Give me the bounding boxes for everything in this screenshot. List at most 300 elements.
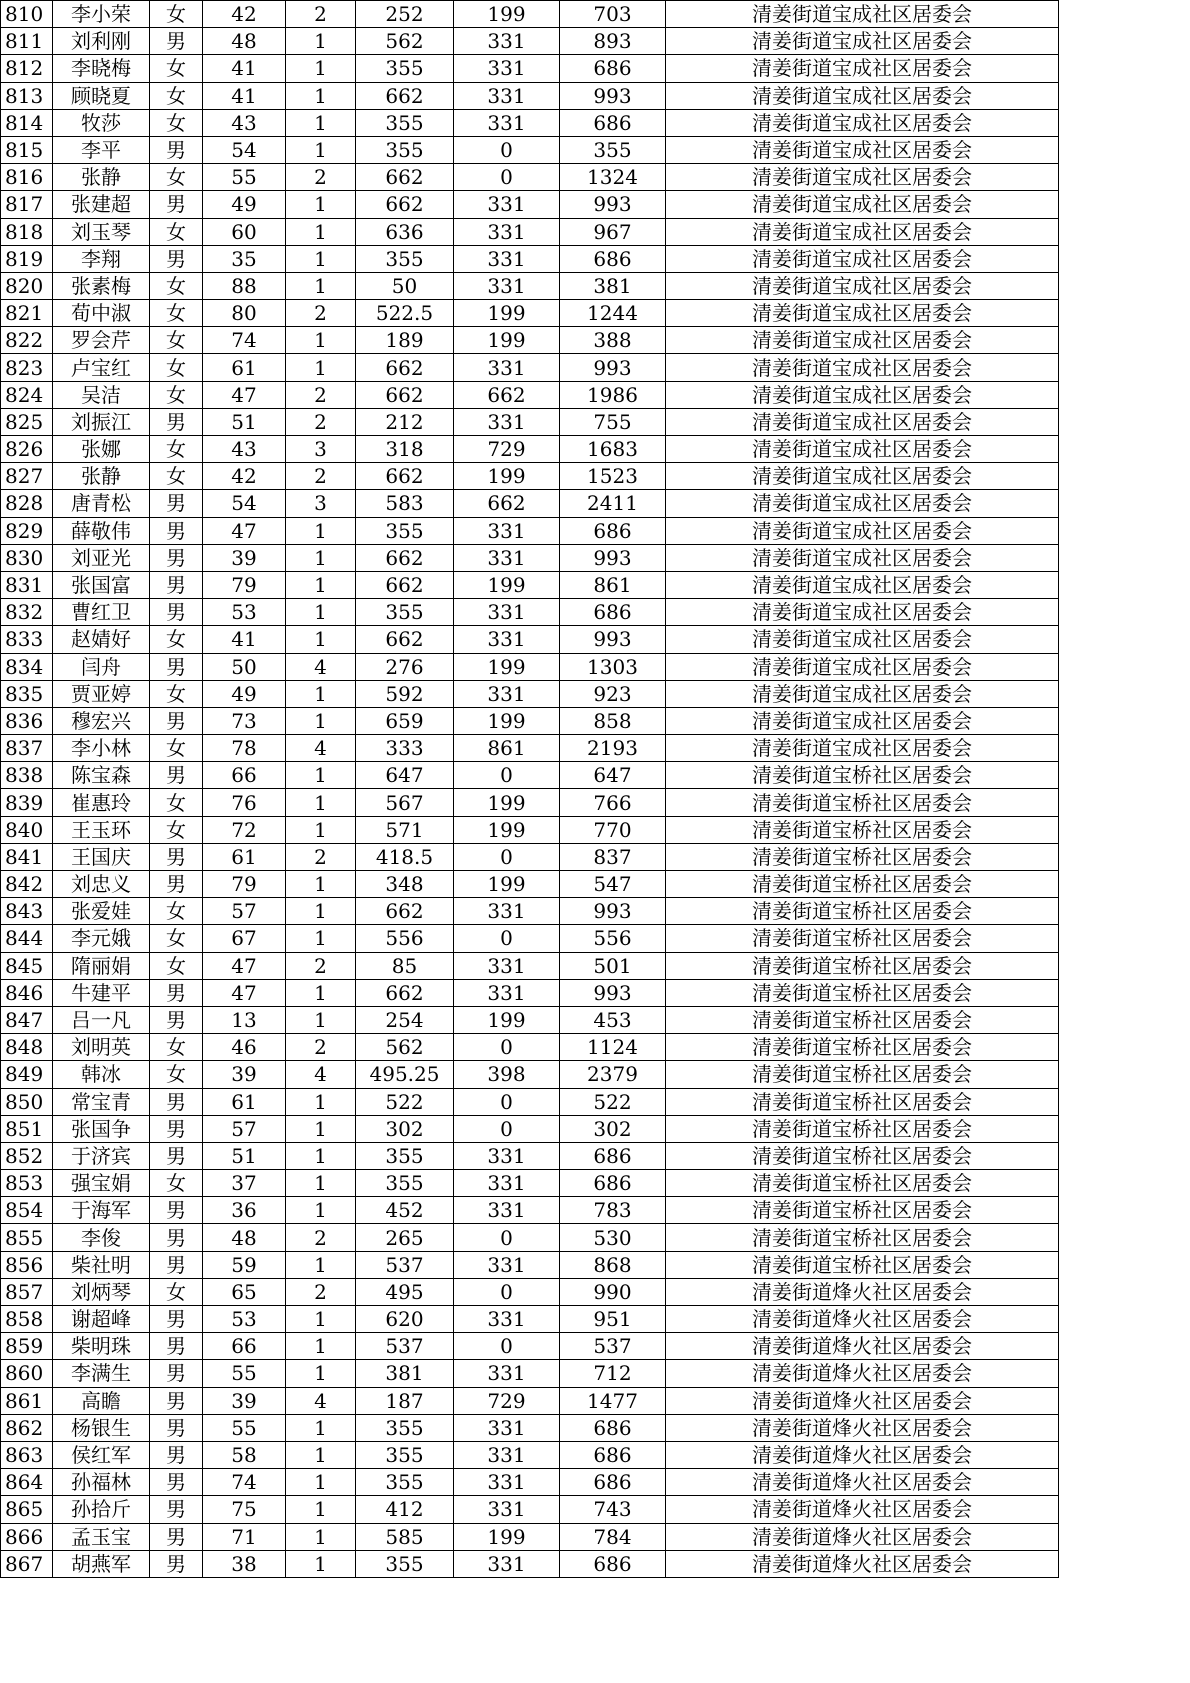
total-amount-cell: 1986 <box>560 381 666 408</box>
row-number-cell: 861 <box>1 1387 53 1414</box>
table-row <box>1 381 1059 408</box>
table-row <box>1 1251 1059 1278</box>
name-cell: 张爱娃 <box>53 898 150 925</box>
gender-cell: 男 <box>150 490 203 517</box>
community-cell: 清姜街道宝成社区居委会 <box>666 272 1059 299</box>
amount-b-cell: 331 <box>454 109 560 136</box>
name-cell: 刘利刚 <box>53 28 150 55</box>
name-cell: 张建超 <box>53 191 150 218</box>
community-cell: 清姜街道宝桥社区居委会 <box>666 979 1059 1006</box>
total-amount-cell: 501 <box>560 952 666 979</box>
amount-a-cell: 636 <box>356 218 454 245</box>
total-amount-cell: 547 <box>560 871 666 898</box>
total-amount-cell: 784 <box>560 1523 666 1550</box>
amount-a-cell: 254 <box>356 1006 454 1033</box>
amount-b-cell: 331 <box>454 1170 560 1197</box>
community-cell: 清姜街道宝成社区居委会 <box>666 109 1059 136</box>
household-size-cell: 1 <box>286 789 356 816</box>
total-amount-cell: 1244 <box>560 300 666 327</box>
name-cell: 李小林 <box>53 735 150 762</box>
row-number-cell: 837 <box>1 735 53 762</box>
table-row <box>1 1278 1059 1305</box>
row-number-cell: 865 <box>1 1496 53 1523</box>
community-cell: 清姜街道宝桥社区居委会 <box>666 952 1059 979</box>
community-cell: 清姜街道宝桥社区居委会 <box>666 1115 1059 1142</box>
community-cell: 清姜街道烽火社区居委会 <box>666 1441 1059 1468</box>
amount-a-cell: 276 <box>356 653 454 680</box>
table-row <box>1 1496 1059 1523</box>
amount-a-cell: 355 <box>356 1414 454 1441</box>
table-row <box>1 408 1059 435</box>
row-number-cell: 857 <box>1 1278 53 1305</box>
row-number-cell: 854 <box>1 1197 53 1224</box>
age-cell: 49 <box>203 680 286 707</box>
gender-cell: 女 <box>150 218 203 245</box>
community-cell: 清姜街道宝成社区居委会 <box>666 463 1059 490</box>
amount-a-cell: 189 <box>356 327 454 354</box>
household-size-cell: 4 <box>286 1387 356 1414</box>
amount-b-cell: 331 <box>454 1469 560 1496</box>
name-cell: 孟玉宝 <box>53 1523 150 1550</box>
table-row <box>1 354 1059 381</box>
gender-cell: 女 <box>150 898 203 925</box>
community-cell: 清姜街道宝成社区居委会 <box>666 381 1059 408</box>
name-cell: 谢超峰 <box>53 1306 150 1333</box>
amount-b-cell: 0 <box>454 925 560 952</box>
table-row <box>1 544 1059 571</box>
amount-b-cell: 331 <box>454 354 560 381</box>
community-cell: 清姜街道烽火社区居委会 <box>666 1469 1059 1496</box>
age-cell: 51 <box>203 1142 286 1169</box>
total-amount-cell: 355 <box>560 136 666 163</box>
total-amount-cell: 302 <box>560 1115 666 1142</box>
row-number-cell: 842 <box>1 871 53 898</box>
row-number-cell: 864 <box>1 1469 53 1496</box>
name-cell: 侯红军 <box>53 1441 150 1468</box>
name-cell: 荀中淑 <box>53 300 150 327</box>
table-row <box>1 735 1059 762</box>
gender-cell: 男 <box>150 28 203 55</box>
age-cell: 76 <box>203 789 286 816</box>
age-cell: 53 <box>203 1306 286 1333</box>
amount-b-cell: 331 <box>454 1251 560 1278</box>
table-row <box>1 1197 1059 1224</box>
name-cell: 王国庆 <box>53 843 150 870</box>
row-number-cell: 814 <box>1 109 53 136</box>
table-row <box>1 1034 1059 1061</box>
household-size-cell: 1 <box>286 327 356 354</box>
community-cell: 清姜街道宝桥社区居委会 <box>666 1251 1059 1278</box>
age-cell: 38 <box>203 1550 286 1577</box>
amount-a-cell: 355 <box>356 599 454 626</box>
name-cell: 胡燕军 <box>53 1550 150 1577</box>
amount-a-cell: 562 <box>356 28 454 55</box>
household-size-cell: 1 <box>286 272 356 299</box>
gender-cell: 女 <box>150 1278 203 1305</box>
community-cell: 清姜街道宝桥社区居委会 <box>666 1224 1059 1251</box>
total-amount-cell: 993 <box>560 354 666 381</box>
amount-b-cell: 199 <box>454 571 560 598</box>
community-cell: 清姜街道宝成社区居委会 <box>666 1 1059 28</box>
amount-b-cell: 331 <box>454 1550 560 1577</box>
amount-a-cell: 212 <box>356 408 454 435</box>
amount-b-cell: 199 <box>454 871 560 898</box>
name-cell: 唐青松 <box>53 490 150 517</box>
gender-cell: 男 <box>150 136 203 163</box>
amount-b-cell: 861 <box>454 735 560 762</box>
total-amount-cell: 647 <box>560 762 666 789</box>
amount-a-cell: 583 <box>356 490 454 517</box>
total-amount-cell: 522 <box>560 1088 666 1115</box>
amount-b-cell: 331 <box>454 599 560 626</box>
total-amount-cell: 712 <box>560 1360 666 1387</box>
gender-cell: 女 <box>150 1034 203 1061</box>
amount-b-cell: 331 <box>454 1197 560 1224</box>
community-cell: 清姜街道烽火社区居委会 <box>666 1550 1059 1577</box>
gender-cell: 女 <box>150 680 203 707</box>
amount-a-cell: 355 <box>356 109 454 136</box>
amount-a-cell: 333 <box>356 735 454 762</box>
age-cell: 66 <box>203 762 286 789</box>
total-amount-cell: 530 <box>560 1224 666 1251</box>
gender-cell: 男 <box>150 979 203 1006</box>
row-number-cell: 840 <box>1 816 53 843</box>
household-size-cell: 2 <box>286 1034 356 1061</box>
household-size-cell: 1 <box>286 1523 356 1550</box>
row-number-cell: 831 <box>1 571 53 598</box>
amount-b-cell: 331 <box>454 1306 560 1333</box>
table-row <box>1 327 1059 354</box>
total-amount-cell: 993 <box>560 544 666 571</box>
row-number-cell: 838 <box>1 762 53 789</box>
household-size-cell: 2 <box>286 1278 356 1305</box>
name-cell: 曹红卫 <box>53 599 150 626</box>
age-cell: 57 <box>203 1115 286 1142</box>
name-cell: 于海军 <box>53 1197 150 1224</box>
table-row <box>1 1061 1059 1088</box>
gender-cell: 男 <box>150 1333 203 1360</box>
household-size-cell: 1 <box>286 1333 356 1360</box>
row-number-cell: 866 <box>1 1523 53 1550</box>
amount-b-cell: 331 <box>454 1142 560 1169</box>
total-amount-cell: 686 <box>560 1441 666 1468</box>
community-cell: 清姜街道宝桥社区居委会 <box>666 1088 1059 1115</box>
total-amount-cell: 2193 <box>560 735 666 762</box>
total-amount-cell: 861 <box>560 571 666 598</box>
age-cell: 71 <box>203 1523 286 1550</box>
gender-cell: 男 <box>150 1088 203 1115</box>
household-size-cell: 1 <box>286 136 356 163</box>
row-number-cell: 810 <box>1 1 53 28</box>
amount-a-cell: 355 <box>356 1142 454 1169</box>
name-cell: 柴社明 <box>53 1251 150 1278</box>
name-cell: 孙拾斤 <box>53 1496 150 1523</box>
row-number-cell: 821 <box>1 300 53 327</box>
amount-b-cell: 331 <box>454 55 560 82</box>
community-cell: 清姜街道宝桥社区居委会 <box>666 898 1059 925</box>
household-size-cell: 2 <box>286 1 356 28</box>
household-size-cell: 1 <box>286 82 356 109</box>
amount-b-cell: 199 <box>454 1006 560 1033</box>
table-row <box>1 789 1059 816</box>
row-number-cell: 855 <box>1 1224 53 1251</box>
age-cell: 41 <box>203 82 286 109</box>
gender-cell: 男 <box>150 599 203 626</box>
age-cell: 51 <box>203 408 286 435</box>
amount-a-cell: 567 <box>356 789 454 816</box>
community-cell: 清姜街道宝成社区居委会 <box>666 300 1059 327</box>
row-number-cell: 845 <box>1 952 53 979</box>
amount-a-cell: 495.25 <box>356 1061 454 1088</box>
gender-cell: 男 <box>150 762 203 789</box>
age-cell: 88 <box>203 272 286 299</box>
total-amount-cell: 1683 <box>560 436 666 463</box>
row-number-cell: 811 <box>1 28 53 55</box>
community-cell: 清姜街道宝成社区居委会 <box>666 28 1059 55</box>
row-number-cell: 860 <box>1 1360 53 1387</box>
amount-a-cell: 522 <box>356 1088 454 1115</box>
table-row <box>1 571 1059 598</box>
total-amount-cell: 993 <box>560 979 666 1006</box>
household-size-cell: 1 <box>286 871 356 898</box>
household-size-cell: 1 <box>286 1441 356 1468</box>
age-cell: 37 <box>203 1170 286 1197</box>
row-number-cell: 832 <box>1 599 53 626</box>
row-number-cell: 830 <box>1 544 53 571</box>
community-cell: 清姜街道宝成社区居委会 <box>666 55 1059 82</box>
name-cell: 高瞻 <box>53 1387 150 1414</box>
household-size-cell: 3 <box>286 490 356 517</box>
community-cell: 清姜街道烽火社区居委会 <box>666 1278 1059 1305</box>
row-number-cell: 853 <box>1 1170 53 1197</box>
table-row <box>1 1360 1059 1387</box>
name-cell: 强宝娟 <box>53 1170 150 1197</box>
age-cell: 39 <box>203 1387 286 1414</box>
amount-a-cell: 522.5 <box>356 300 454 327</box>
community-cell: 清姜街道宝桥社区居委会 <box>666 816 1059 843</box>
community-cell: 清姜街道烽火社区居委会 <box>666 1387 1059 1414</box>
amount-a-cell: 537 <box>356 1251 454 1278</box>
amount-b-cell: 0 <box>454 136 560 163</box>
household-size-cell: 1 <box>286 1306 356 1333</box>
gender-cell: 男 <box>150 191 203 218</box>
total-amount-cell: 967 <box>560 218 666 245</box>
name-cell: 李晓梅 <box>53 55 150 82</box>
table-row <box>1 871 1059 898</box>
name-cell: 牧莎 <box>53 109 150 136</box>
amount-b-cell: 331 <box>454 626 560 653</box>
community-cell: 清姜街道宝桥社区居委会 <box>666 843 1059 870</box>
amount-b-cell: 0 <box>454 1088 560 1115</box>
community-cell: 清姜街道宝桥社区居委会 <box>666 925 1059 952</box>
gender-cell: 男 <box>150 408 203 435</box>
name-cell: 隋丽娟 <box>53 952 150 979</box>
household-size-cell: 1 <box>286 517 356 544</box>
household-size-cell: 1 <box>286 1170 356 1197</box>
amount-b-cell: 0 <box>454 1333 560 1360</box>
row-number-cell: 826 <box>1 436 53 463</box>
age-cell: 60 <box>203 218 286 245</box>
amount-b-cell: 0 <box>454 843 560 870</box>
community-cell: 清姜街道烽火社区居委会 <box>666 1523 1059 1550</box>
row-number-cell: 856 <box>1 1251 53 1278</box>
table-row <box>1 245 1059 272</box>
row-number-cell: 839 <box>1 789 53 816</box>
community-cell: 清姜街道宝桥社区居委会 <box>666 762 1059 789</box>
table-row <box>1 1306 1059 1333</box>
name-cell: 刘亚光 <box>53 544 150 571</box>
community-cell: 清姜街道宝成社区居委会 <box>666 218 1059 245</box>
household-size-cell: 1 <box>286 218 356 245</box>
amount-a-cell: 265 <box>356 1224 454 1251</box>
amount-b-cell: 199 <box>454 1 560 28</box>
amount-a-cell: 355 <box>356 1441 454 1468</box>
household-size-cell: 1 <box>286 245 356 272</box>
age-cell: 55 <box>203 1360 286 1387</box>
age-cell: 42 <box>203 463 286 490</box>
name-cell: 李俊 <box>53 1224 150 1251</box>
table-row <box>1 843 1059 870</box>
amount-a-cell: 348 <box>356 871 454 898</box>
row-number-cell: 843 <box>1 898 53 925</box>
row-number-cell: 818 <box>1 218 53 245</box>
name-cell: 刘忠义 <box>53 871 150 898</box>
name-cell: 李翔 <box>53 245 150 272</box>
age-cell: 39 <box>203 1061 286 1088</box>
table-row <box>1 136 1059 163</box>
amount-b-cell: 331 <box>454 272 560 299</box>
age-cell: 54 <box>203 490 286 517</box>
amount-a-cell: 418.5 <box>356 843 454 870</box>
total-amount-cell: 686 <box>560 599 666 626</box>
amount-b-cell: 662 <box>454 381 560 408</box>
table-row <box>1 436 1059 463</box>
total-amount-cell: 755 <box>560 408 666 435</box>
total-amount-cell: 766 <box>560 789 666 816</box>
community-cell: 清姜街道宝成社区居委会 <box>666 653 1059 680</box>
age-cell: 35 <box>203 245 286 272</box>
name-cell: 于济宾 <box>53 1142 150 1169</box>
age-cell: 74 <box>203 1469 286 1496</box>
row-number-cell: 822 <box>1 327 53 354</box>
name-cell: 闫舟 <box>53 653 150 680</box>
total-amount-cell: 686 <box>560 55 666 82</box>
name-cell: 李元娥 <box>53 925 150 952</box>
age-cell: 80 <box>203 300 286 327</box>
total-amount-cell: 990 <box>560 1278 666 1305</box>
age-cell: 43 <box>203 109 286 136</box>
age-cell: 55 <box>203 164 286 191</box>
gender-cell: 男 <box>150 517 203 544</box>
amount-b-cell: 331 <box>454 898 560 925</box>
total-amount-cell: 1477 <box>560 1387 666 1414</box>
gender-cell: 男 <box>150 1306 203 1333</box>
row-number-cell: 847 <box>1 1006 53 1033</box>
age-cell: 47 <box>203 381 286 408</box>
total-amount-cell: 993 <box>560 82 666 109</box>
household-size-cell: 1 <box>286 1496 356 1523</box>
household-size-cell: 2 <box>286 300 356 327</box>
amount-a-cell: 647 <box>356 762 454 789</box>
community-cell: 清姜街道宝成社区居委会 <box>666 191 1059 218</box>
community-cell: 清姜街道宝桥社区居委会 <box>666 871 1059 898</box>
age-cell: 41 <box>203 626 286 653</box>
total-amount-cell: 686 <box>560 1170 666 1197</box>
gender-cell: 男 <box>150 1496 203 1523</box>
age-cell: 65 <box>203 1278 286 1305</box>
row-number-cell: 827 <box>1 463 53 490</box>
total-amount-cell: 703 <box>560 1 666 28</box>
amount-a-cell: 495 <box>356 1278 454 1305</box>
name-cell: 罗会芹 <box>53 327 150 354</box>
amount-b-cell: 199 <box>454 816 560 843</box>
household-size-cell: 3 <box>286 436 356 463</box>
amount-b-cell: 0 <box>454 1224 560 1251</box>
table-row <box>1 191 1059 218</box>
age-cell: 66 <box>203 1333 286 1360</box>
table-row <box>1 1523 1059 1550</box>
gender-cell: 男 <box>150 653 203 680</box>
gender-cell: 女 <box>150 300 203 327</box>
name-cell: 刘振江 <box>53 408 150 435</box>
age-cell: 48 <box>203 28 286 55</box>
name-cell: 刘玉琴 <box>53 218 150 245</box>
amount-b-cell: 729 <box>454 436 560 463</box>
amount-a-cell: 355 <box>356 136 454 163</box>
household-size-cell: 2 <box>286 381 356 408</box>
gender-cell: 男 <box>150 1142 203 1169</box>
age-cell: 57 <box>203 898 286 925</box>
age-cell: 58 <box>203 1441 286 1468</box>
age-cell: 50 <box>203 653 286 680</box>
amount-a-cell: 662 <box>356 191 454 218</box>
household-size-cell: 1 <box>286 1142 356 1169</box>
table-row <box>1 1170 1059 1197</box>
gender-cell: 女 <box>150 463 203 490</box>
table-row <box>1 490 1059 517</box>
amount-b-cell: 331 <box>454 82 560 109</box>
community-cell: 清姜街道宝成社区居委会 <box>666 136 1059 163</box>
amount-b-cell: 331 <box>454 1441 560 1468</box>
total-amount-cell: 1523 <box>560 463 666 490</box>
household-size-cell: 1 <box>286 816 356 843</box>
amount-a-cell: 355 <box>356 1550 454 1577</box>
household-size-cell: 1 <box>286 1360 356 1387</box>
community-cell: 清姜街道宝桥社区居委会 <box>666 1006 1059 1033</box>
name-cell: 薛敬伟 <box>53 517 150 544</box>
household-size-cell: 1 <box>286 191 356 218</box>
table-row <box>1 1 1059 28</box>
community-cell: 清姜街道宝成社区居委会 <box>666 517 1059 544</box>
row-number-cell: 851 <box>1 1115 53 1142</box>
total-amount-cell: 686 <box>560 109 666 136</box>
gender-cell: 男 <box>150 1251 203 1278</box>
total-amount-cell: 951 <box>560 1306 666 1333</box>
amount-a-cell: 556 <box>356 925 454 952</box>
table-row <box>1 1414 1059 1441</box>
amount-a-cell: 585 <box>356 1523 454 1550</box>
total-amount-cell: 770 <box>560 816 666 843</box>
gender-cell: 男 <box>150 1360 203 1387</box>
total-amount-cell: 2379 <box>560 1061 666 1088</box>
household-size-cell: 1 <box>286 925 356 952</box>
household-size-cell: 1 <box>286 1115 356 1142</box>
household-size-cell: 4 <box>286 735 356 762</box>
name-cell: 杨银生 <box>53 1414 150 1441</box>
amount-a-cell: 571 <box>356 816 454 843</box>
age-cell: 39 <box>203 544 286 571</box>
amount-a-cell: 252 <box>356 1 454 28</box>
